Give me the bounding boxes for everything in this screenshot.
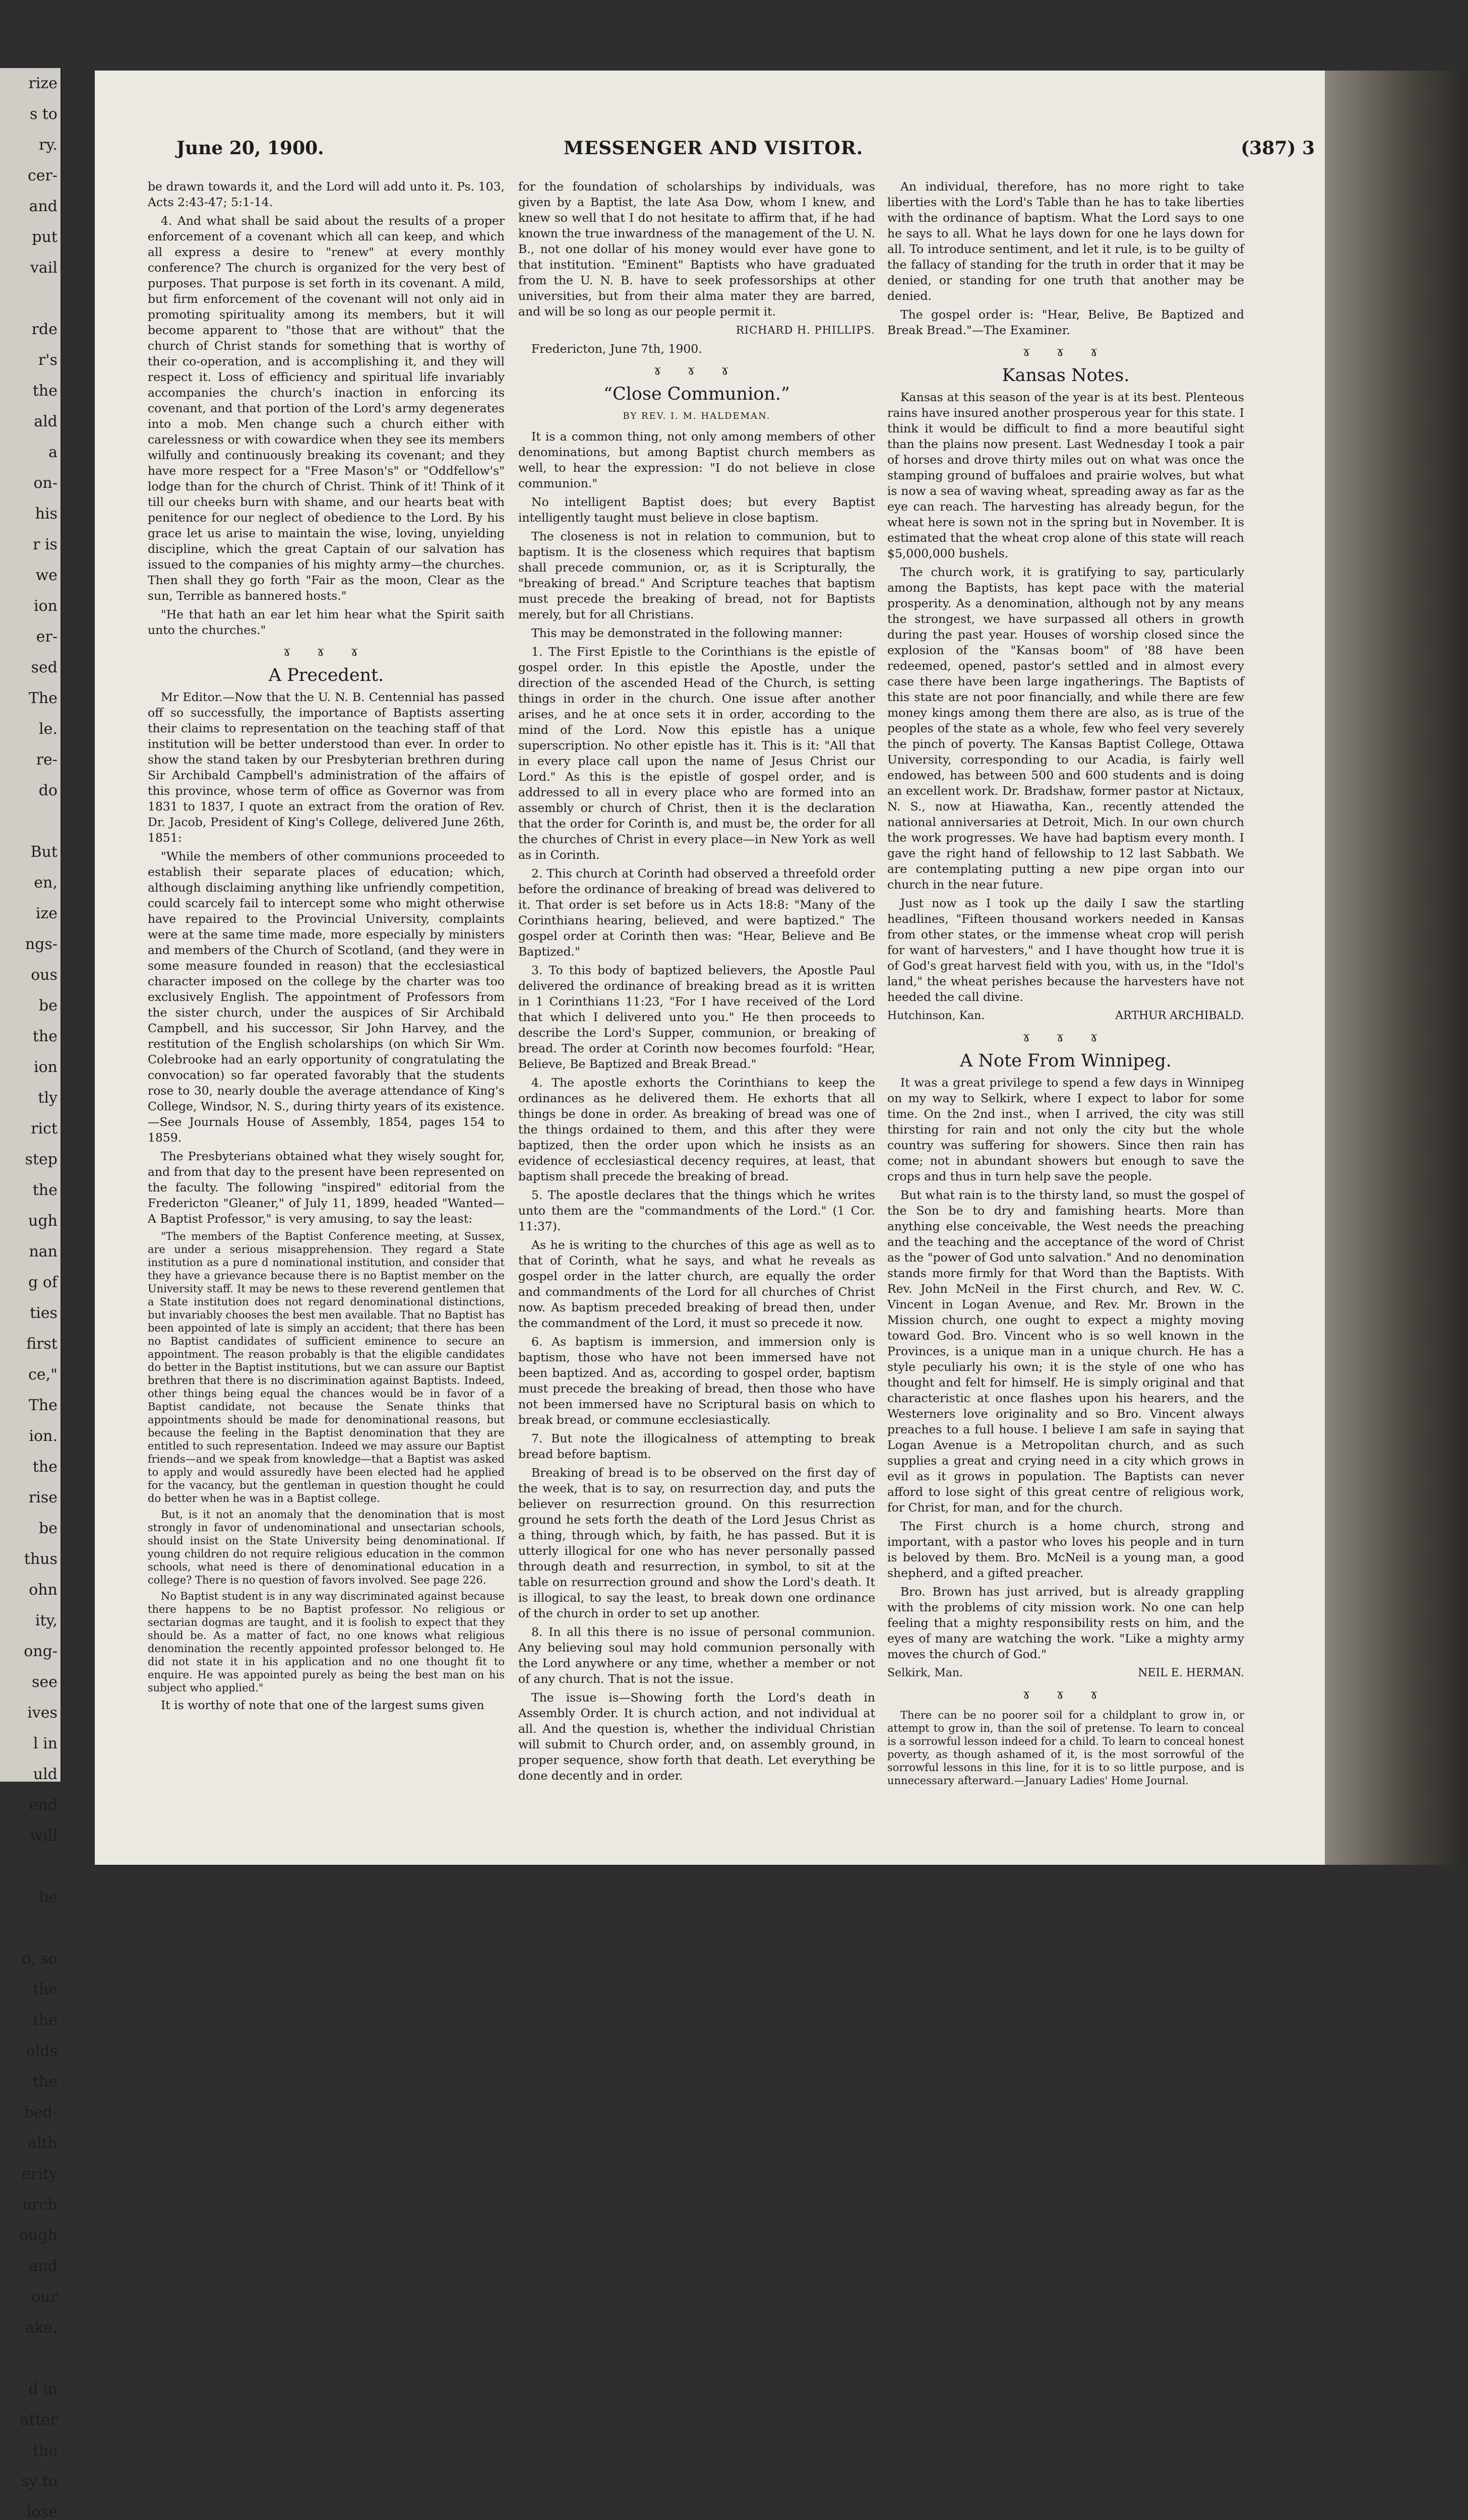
paragraph: Bro. Brown has just arrived, but is already grappling with the problems of city mission work. No one can help feeling that a mighty responsibility rests on him, and the eyes of many are watching the work. "Like a mighty army moves the church of God." <box>887 1585 1244 1661</box>
page-number: (387) 3 <box>1241 138 1315 159</box>
article-title-precedent: A Precedent. <box>268 665 384 685</box>
prev-page-fragment <box>0 1913 60 1943</box>
paragraph: It is worthy of note that one of the largest sums given <box>161 1698 484 1712</box>
prev-page-fragment: g of <box>28 1274 57 1291</box>
prev-page-fragment: ce," <box>28 1366 57 1383</box>
prev-page-fragment: The <box>28 689 57 707</box>
paragraph: 3. To this body of baptized believers, the Apostle Paul delivered the ordinance of breaking bread as it is written in 1 Corinthians 11:23, "For I have received of the Lord that which I delivered unto you." He then proceeds to describe the Lord's Supper, communion, or breaking of bread. The order at Corinth now becomes fourfold: "Hear, Believe, Be Baptized and Break Bread." <box>518 963 875 1071</box>
prev-page-fragment: our <box>31 2288 57 2306</box>
prev-page-fragment: ong- <box>24 1643 57 1660</box>
prev-page-fragment: the <box>32 2011 57 2029</box>
prev-page-fragment: ugh <box>28 1212 57 1230</box>
signature-row <box>887 1665 1244 1681</box>
paragraph: The closeness is not in relation to communion, but to baptism. It is the closeness which requires that baptism shall precede communion, or, as it is Scripturally, the "breaking of bread." And Scripture teaches that baptism must precede the breaking of bread, not for Baptists merely, but for all Christians. <box>518 529 875 621</box>
dateline: Fredericton, June 7th, 1900. <box>531 342 702 356</box>
prev-page-fragment <box>0 2343 60 2374</box>
prev-page-fragment <box>0 806 60 837</box>
page-header <box>95 138 1325 168</box>
section-ornament: ɤ ɤ ɤ <box>283 644 370 659</box>
paragraph: The gospel order is: "Hear, Belive, Be Baptized and Break Bread."—The Examiner. <box>887 307 1244 337</box>
previous-page-edge <box>0 68 62 2520</box>
prev-page-fragment: and <box>29 198 57 215</box>
prev-page-fragment: The <box>28 1397 57 1414</box>
prev-page-fragment: the <box>32 2073 57 2091</box>
section-ornament: ɤ ɤ ɤ <box>1022 1687 1109 1702</box>
prev-page-fragment: the <box>32 1028 57 1045</box>
paragraph: But what rain is to the thirsty land, so must the gospel of the Son be to dry and famishing hearts. More than anything else conceivable, the West needs the preaching and the teaching and the acceptance of the word of Christ as the "power of God unto salvation." And no denomination stands more firmly for that Word than the Baptists. With Rev. John McNeil in the First church, and Rev. W. C. Vincent in Logan Avenue, and Rev. Mr. Brown in the Mission church, one ought to expect a mighty moving toward God. Bro. Vincent who is so well known in the Provinces, is a unique man in a unique church. He has a style peculiarly his own; it is the style of one who has thought and felt for himself. He is simply original and that characteristic at once flashes upon his hearers, and the Westerners love originality and so Bro. Vincent always preaches to a full house. I believe I am safe in saying that Logan Avenue is a Metropolitan church, and as such supplies a great and crying need in a city which grows in evil as it grows in population. The Baptists can never afford to lose sight of this great centre of religious work, for Christ, for man, and for the church. <box>887 1188 1244 1515</box>
prev-page-fragment: ity, <box>35 1612 57 1629</box>
paragraph: Kansas at this season of the year is at its best. Plenteous rains have insured another prosperous year for this state. I think it would be difficult to find a more beautiful sight than the plains now present. Last Wednesday I took a pair of horses and drove thirty miles out on what was once the stamping ground of buffaloes and prairie wolves, but what is now a sea of waving wheat, spreading away as far as the eye can reach. The harvesting has already begun, for the wheat here is sown not in the spring but in November. It is estimated that the wheat crop alone of this state will reach $5,000,000 bushels. <box>887 390 1244 560</box>
prev-page-fragment: the <box>32 1458 57 1476</box>
prev-page-fragment: rde <box>31 321 57 338</box>
prev-page-fragment: ion <box>34 1058 57 1076</box>
prev-page-fragment: be <box>39 1888 57 1906</box>
prev-page-fragment: nan <box>29 1243 57 1261</box>
prev-page-fragment: rict <box>31 1120 57 1138</box>
prev-page-fragment: first <box>26 1335 57 1353</box>
paragraph: for the foundation of scholarships by individuals, was given by a Baptist, the late Asa Dow, whom I knew, and knew so well that I do not hesitate to affirm that, if he had known the true inwardness of the management of the U. N. B., not one dollar of his money would ever have gone to that institution. "Eminent" Baptists who have graduated from the U. N. B. have to seek professorships at other universities, but from their alma mater they are barred, and will be so long as our people permit it. <box>518 179 875 319</box>
prev-page-fragment: a <box>48 444 57 461</box>
prev-page-fragment: rise <box>28 1489 57 1506</box>
prev-page-fragment: d in <box>28 2380 57 2398</box>
prev-page-fragment: on- <box>33 474 57 492</box>
dateline: Selkirk, Man. <box>887 1667 963 1679</box>
prev-page-fragment: tly <box>38 1089 57 1107</box>
paragraph: The Presbyterians obtained what they wisely sought for, and from that day to the present have been represented on the faculty. The following "inspired" editorial from the Fredericton "Gleaner," of July 11, 1899, headed "Wanted—A Baptist Professor," is very amusing, to say the least: <box>148 1149 505 1226</box>
prev-page-fragment: the <box>32 2442 57 2460</box>
author-signature: NEIL E. HERMAN. <box>1138 1667 1244 1679</box>
paragraph: Mr Editor.—Now that the U. N. B. Centennial has passed off so successfully, the importance of Baptists asserting their claims to representation on the teaching staff of that institution will be better understood than ever. In order to show the stand taken by our Presbyterian brethren during Sir Archibald Campbell's administration of the affairs of this province, whose term of office as Governor was from 1831 to 1837, I quote an extract from the oration of Rev. Dr. Jacob, President of King's College, delivered June 26th, 1851: <box>148 690 505 845</box>
prev-page-fragment: ous <box>31 966 57 984</box>
prev-page-fragment: will <box>30 1827 57 1845</box>
closing-paragraph: There can be no poorer soil for a childplant to grow in, or attempt to grow in, than the soil of pretense. To learn to conceal is a sorrowful lesson indeed for a child. To learn to conceal honest poverty, as though ashamed of it, is the most sorrowful of the sorrowful lessons in this line, for it is to so little purpose, and is unnecessary afterward.—January Ladies' Home Journal. <box>887 1709 1244 1787</box>
paragraph: The issue is—Showing forth the Lord's death in Assembly Order. It is church action, and not individual at all. And the question is, whether the individual Christian will submit to Church order, and, on assembly ground, in proper sequence, show forth that death. Let everything be done decently and in order. <box>518 1690 875 1783</box>
quoted-paragraph: But, is it not an anomaly that the denomination that is most strongly in favor of undenominational and unsectarian schools, should insist on the State University being denominational. If young children do not require religious education in the common schools, what need is there of denominational education in a college? There is no question of favors involved. See page 226. <box>148 1508 505 1586</box>
prev-page-fragment: sed <box>31 659 57 676</box>
prev-page-fragment: ough <box>19 2227 57 2244</box>
prev-page-fragment: do <box>38 782 57 799</box>
paragraph: 1. The First Epistle to the Corinthians is the epistle of gospel order. In this epistle the Apostle, under the direction of the ascended Head of the Church, is setting things in order in the church. One issue after another arises, and he at once sets it in order, according to the mind of the Lord. Now this epistle has a unique superscription. No other epistle has it. This is it: "All that in every place call upon the name of Jesus Christ our Lord." As this is the epistle of gospel order, and is addressed to all in every place who are formed into an assembly or church of Christ, then it is the declaration that the order for Corinth is, and must be, the order for all the churches of Christ in every place—in New York as well as in Corinth. <box>518 645 875 862</box>
prev-page-fragment: ion <box>34 597 57 615</box>
prev-page-fragment: ry. <box>39 136 57 154</box>
prev-page-fragment: urch <box>22 2196 57 2214</box>
article-title-close-communion: “Close Communion.” <box>603 384 790 404</box>
prev-page-fragment: alth <box>28 2134 57 2152</box>
dateline: Hutchinson, Kan. <box>887 1010 985 1022</box>
section-ornament: ɤ ɤ ɤ <box>1022 1030 1109 1045</box>
paragraph: It was a great privilege to spend a few days in Winnipeg on my way to Selkirk, where I expect to labor for some time. On the 2nd inst., when I arrived, the city was still thirsting for rain and not only the city but the whole country was suffering for showers. Since then rain has come; not in abundant showers but enough to save the crops and thus in turn help save the people. <box>887 1076 1244 1183</box>
prev-page-fragment: sy to <box>21 2473 57 2490</box>
section-ornament: ɤ ɤ ɤ <box>653 363 740 378</box>
masthead-title: MESSENGER AND VISITOR. <box>564 138 864 159</box>
column-1 <box>148 179 505 1716</box>
paragraph: 7. But note the illogicalness of attempting to break bread before baptism. <box>518 1431 875 1461</box>
quoted-paragraph: No Baptist student is in any way discriminated against because there happens to be no Baptist professor. No religious or sectarian dogmas are taught, and it is foolish to expect that they should be. As a matter of fact, no one knows what religious denomination the recently appointed professor belonged to. He did not state it in his application and no one thought fit to enquire. He was appointed purely as being the best man on his subject who applied." <box>148 1590 505 1694</box>
paragraph: 4. The apostle exhorts the Corinthians to keep the ordinances as he delivered them. He exhorts that all things be done in order. As breaking of bread was one of the things ordained to them, and this after they were baptized, then the order upon which he insists as an evidence of ecclesiastical decency requires, at least, that baptism shall precede the breaking of bread. <box>518 1076 875 1183</box>
prev-page-fragment: uld <box>33 1766 57 1783</box>
prev-page-fragment: r's <box>38 351 57 369</box>
prev-page-fragment: and <box>29 2257 57 2275</box>
paragraph: 8. In all this there is no issue of personal communion. Any believing soul may hold communion personally with the Lord anywhere or any time, whether a member or not of any church. That is not the issue. <box>518 1625 875 1686</box>
prev-page-fragment: his <box>35 505 57 523</box>
prev-page-fragment: atter <box>20 2411 57 2429</box>
prev-page-fragment: erity <box>22 2165 57 2183</box>
signature-row <box>887 1008 1244 1024</box>
paragraph: This may be demonstrated in the following manner: <box>531 626 843 640</box>
byline: BY REV. I. M. HALDEMAN. <box>623 411 771 421</box>
prev-page-fragment: re- <box>36 751 57 769</box>
prev-page-fragment: o, so <box>22 1950 57 1968</box>
prev-page-fragment: put <box>32 228 57 246</box>
prev-page-fragment: ald <box>34 413 57 430</box>
paragraph: The First church is a home church, strong and important, with a pastor who loves his people and in turn is beloved by them. Bro. McNeil is a young man, a good shepherd, and a gifted preacher. <box>887 1519 1244 1580</box>
prev-page-fragment: lose <box>27 2503 57 2520</box>
prev-page-fragment: thus <box>24 1550 57 1568</box>
prev-page-fragment: be <box>39 1520 57 1537</box>
column-3 <box>887 179 1244 1790</box>
paragraph: As he is writing to the churches of this age as well as to that of Corinth, what he says, and what he reveals as gospel order in the latter church, are equally the order and commandments of the Lord for all churches of Christ now. As baptism preceded breaking of bread then, under the commandment of the Lord, it must so precede it now. <box>518 1238 875 1330</box>
prev-page-fragment: r is <box>33 536 57 553</box>
paragraph: No intelligent Baptist does; but every Baptist intelligently taught must believe in close baptism. <box>518 495 875 525</box>
prev-page-fragment: rize <box>28 75 57 92</box>
paragraph: It is a common thing, not only among members of other denominations, but among Baptist church members as well, to hear the expression: "I do not believe in close communion." <box>518 429 875 490</box>
prev-page-fragment: ake. <box>25 2319 57 2337</box>
column-2 <box>518 179 875 1787</box>
prev-page-fragment: But <box>30 843 57 861</box>
prev-page-fragment: ion. <box>29 1427 57 1445</box>
prev-page-fragment: step <box>25 1151 57 1168</box>
prev-page-fragment: cer- <box>27 167 57 184</box>
prev-page-fragment: the <box>32 382 57 400</box>
paragraph: Breaking of bread is to be observed on the first day of the week, that is to say, on resurrection day, and puts the believer on resurrection ground. On this resurrection ground he sets forth the death of the Lord Jesus Christ as a thing, through which, by faith, he has passed. But it is utterly illogical for one who has never personally passed through death and resurrection, in symbol, to sit at the table on resurrection ground and show the Lord's death. It is illogical, to say the least, to break down one ordinance of the church in order to set up another. <box>518 1466 875 1620</box>
paragraph: The church work, it is gratifying to say, particularly among the Baptists, has kept pace with the material prosperity. As a denomination, although not by any means the strongest, we have surpassed all others in growth during the past year. Houses of worship closed since the explosion of the "Kansas boom" of '88 have been redeemed, opened, pastor's settled and in almost every case there have been large ingatherings. The Baptists of this state are not poor financially, and while there are few money kings among them there are also, as is true of the peoples of the state as a whole, few who feel very severely the pinch of poverty. The Kansas Baptist College, Ottawa University, corresponding to our Acadia, is fairly well endowed, has between 500 and 600 students and is doing an excellent work. Dr. Bradshaw, former pastor at Nictaux, N. S., now at Hiawatha, Kan., recently attended the national anniversaries at Detroit, Mich. In our own church the work progresses. We have had baptism every month. I gave the right hand of fellowship to 12 last Sabbath. We are contemplating putting a new pipe organ into our church in the near future. <box>887 565 1244 892</box>
prev-page-fragment: end <box>29 1796 57 1814</box>
paragraph: 2. This church at Corinth had observed a threefold order before the ordinance of breaking of bread was delivered to it. That order is set before us in Acts 18:8: "Many of the Corinthians hearing, believed, and were baptized." The gospel order at Corinth then was: "Hear, Believe and Be Baptized." <box>518 866 875 959</box>
prev-page-fragment: en, <box>34 874 57 892</box>
prev-page-fragment: le. <box>39 720 57 738</box>
prev-page-fragment: ngs- <box>25 935 57 953</box>
author-signature: ARTHUR ARCHIBALD. <box>1115 1010 1244 1022</box>
prev-page-fragment: s to <box>29 105 57 123</box>
prev-page-fragment: vail <box>30 259 57 277</box>
prev-page-fragment: ize <box>35 905 57 922</box>
prev-page-fragment: the <box>32 1181 57 1199</box>
prev-page-fragment: ives <box>27 1704 57 1722</box>
paragraph: An individual, therefore, has no more right to take liberties with the Lord's Table than he has to take liberties with the ordinance of baptism. What the Lord says to one he says to all. What he lays down for one he lays down for all. To introduce sentiment, and let it rule, is to be guilty of the fallacy of standing for the truth in order that it may be denied, or standing for one truth that another may be denied. <box>887 179 1244 303</box>
section-ornament: ɤ ɤ ɤ <box>1022 344 1109 359</box>
paragraph: "He that hath an ear let him hear what the Spirit saith unto the churches." <box>148 607 505 637</box>
issue-date: June 20, 1900. <box>176 138 324 159</box>
paragraph: "While the members of other communions proceeded to establish their separate places of education; which, although disclaiming anything like unfriendly competition, could scarcely fail to intercept some who might otherwise have repaired to the Provincial University, complaints were at the same time made, more especially by ministers and members of the Church of Scotland, (and they were in some measure founded in reason) that the ecclesiastical character imposed on the college by the charter was too exclusively English. The appointment of Professors from the sister church, under the auspices of Sir Archibald Campbell, and his successor, Sir John Harvey, and the restitution of the English scholarships (on which Sir Wm. Colebrooke had an early opportunity of congratulating the convocation) so far operated favorably that the students rose to 30, nearly double the average attendance of King's College, Windsor, N. S., during thirty years of its existence.—See Journals House of Assembly, 1854, pages 154 to 1859. <box>148 849 505 1145</box>
prev-page-fragment: see <box>32 1673 57 1691</box>
paragraph: Just now as I took up the daily I saw the startling headlines, "Fifteen thousand workers needed in Kansas from other states, or the immense wheat crop will perish for want of harvesters," and I have thought how true it is of God's great harvest field with you, with us, in the "Idol's land," the wheat perishes because the harvesters have not heeded the call divine. <box>887 896 1244 1004</box>
prev-page-fragment: the <box>32 1981 57 1998</box>
paragraph: 5. The apostle declares that the things which he writes unto them are the "commandments of the Lord." (1 Cor. 11:37). <box>518 1188 875 1233</box>
prev-page-fragment: olds <box>26 2042 57 2060</box>
prev-page-fragment: ties <box>30 1304 57 1322</box>
paragraph: 4. And what shall be said about the results of a proper enforcement of a covenant which all can keep, and which all express a desire to "renew" at every monthly conference? The church is organized for the very best of purposes. That purpose is set forth in its covenant. A mild, but firm enforcement of the covenant will not only aid in promoting spirituality among its members, but it will become apparent to "those that are without" that the church of Christ stands for something that is worthy of their co-operation, and is accomplishing it, and they will respect it. Loss of efficiency and spiritual life invariably accompanies the church's inaction in enforcing its covenant, and that portion of the Lord's army degenerates into a mob. Men change such a church either with carelessness or with cowardice when they see its members wilfully and continuously breaking its covenant; and they have more respect for a "Free Mason's" or "Oddfellow's" lodge than for the church of Christ. Think of it! Think of it till our cheeks burn with shame, and our hearts beat with penitence for our neglect of obedience to the Lord. By his grace let us arise to maintain the wise, loving, unyielding discipline, which the great Captain of our salvation has issued to the companies of his mighty army—the churches. Then shall they go forth "Fair as the moon, Clear as the sun, Terrible as bannered hosts." <box>148 214 505 603</box>
article-title-kansas-notes: Kansas Notes. <box>1002 365 1130 386</box>
prev-page-fragment <box>0 1851 60 1882</box>
prev-page-fragment: bed- <box>24 2104 57 2121</box>
paragraph: be drawn towards it, and the Lord will add unto it. Ps. 103, Acts 2:43-47; 5:1-14. <box>148 179 505 209</box>
prev-page-fragment: ohn <box>29 1581 57 1599</box>
book-binding <box>1325 71 1468 1865</box>
quoted-paragraph: "The members of the Baptist Conference meeting, at Sussex, are under a serious misapprehension. They regard a State institution as a pure d nominational institution, and consider that they have a grievance because there is no Baptist member on the University staff. It may be news to these reverend gentlemen that a State institution does not regard denominational distinctions, but invariably chooses the best men available. That no Baptist has been appointed of late is simply an accident; that there has been no Baptist candidates of sufficient eminence to secure an appointment. The reason probably is that the eligible candidates do better in the Baptist institutions, but we can assure our Baptist brethren that there is no discrimination against Baptists. Indeed, other things being equal the chances would be in favor of a Baptist candidate, not because the Senate thinks that appointments should be made for denominational reasons, but because the feeling in the Baptist denomination that they are entitled to such representation. Indeed we may assure our Baptist friends—and we speak from knowledge—that a Baptist was asked to apply and would assuredly have been elected had he applied for the vacancy, but the gentleman in question thought he could do better when he was in a Baptist college. <box>148 1230 505 1504</box>
article-title-winnipeg: A Note From Winnipeg. <box>960 1051 1172 1071</box>
prev-page-fragment: we <box>35 566 57 584</box>
paragraph: 6. As baptism is immersion, and immersion only is baptism, those who have not been immersed have not been baptized. And as, according to gospel order, baptism must precede the breaking of bread, then those who have not been immersed have no Scriptural basis on which to break bread, or commune ecclesiastically. <box>518 1335 875 1427</box>
prev-page-fragment: be <box>39 997 57 1015</box>
prev-page-fragment: l in <box>33 1735 57 1752</box>
newspaper-page <box>95 71 1325 1865</box>
prev-page-fragment <box>0 283 60 314</box>
prev-page-fragment: er- <box>36 628 57 646</box>
author-signature: RICHARD H. PHILLIPS. <box>736 324 875 336</box>
